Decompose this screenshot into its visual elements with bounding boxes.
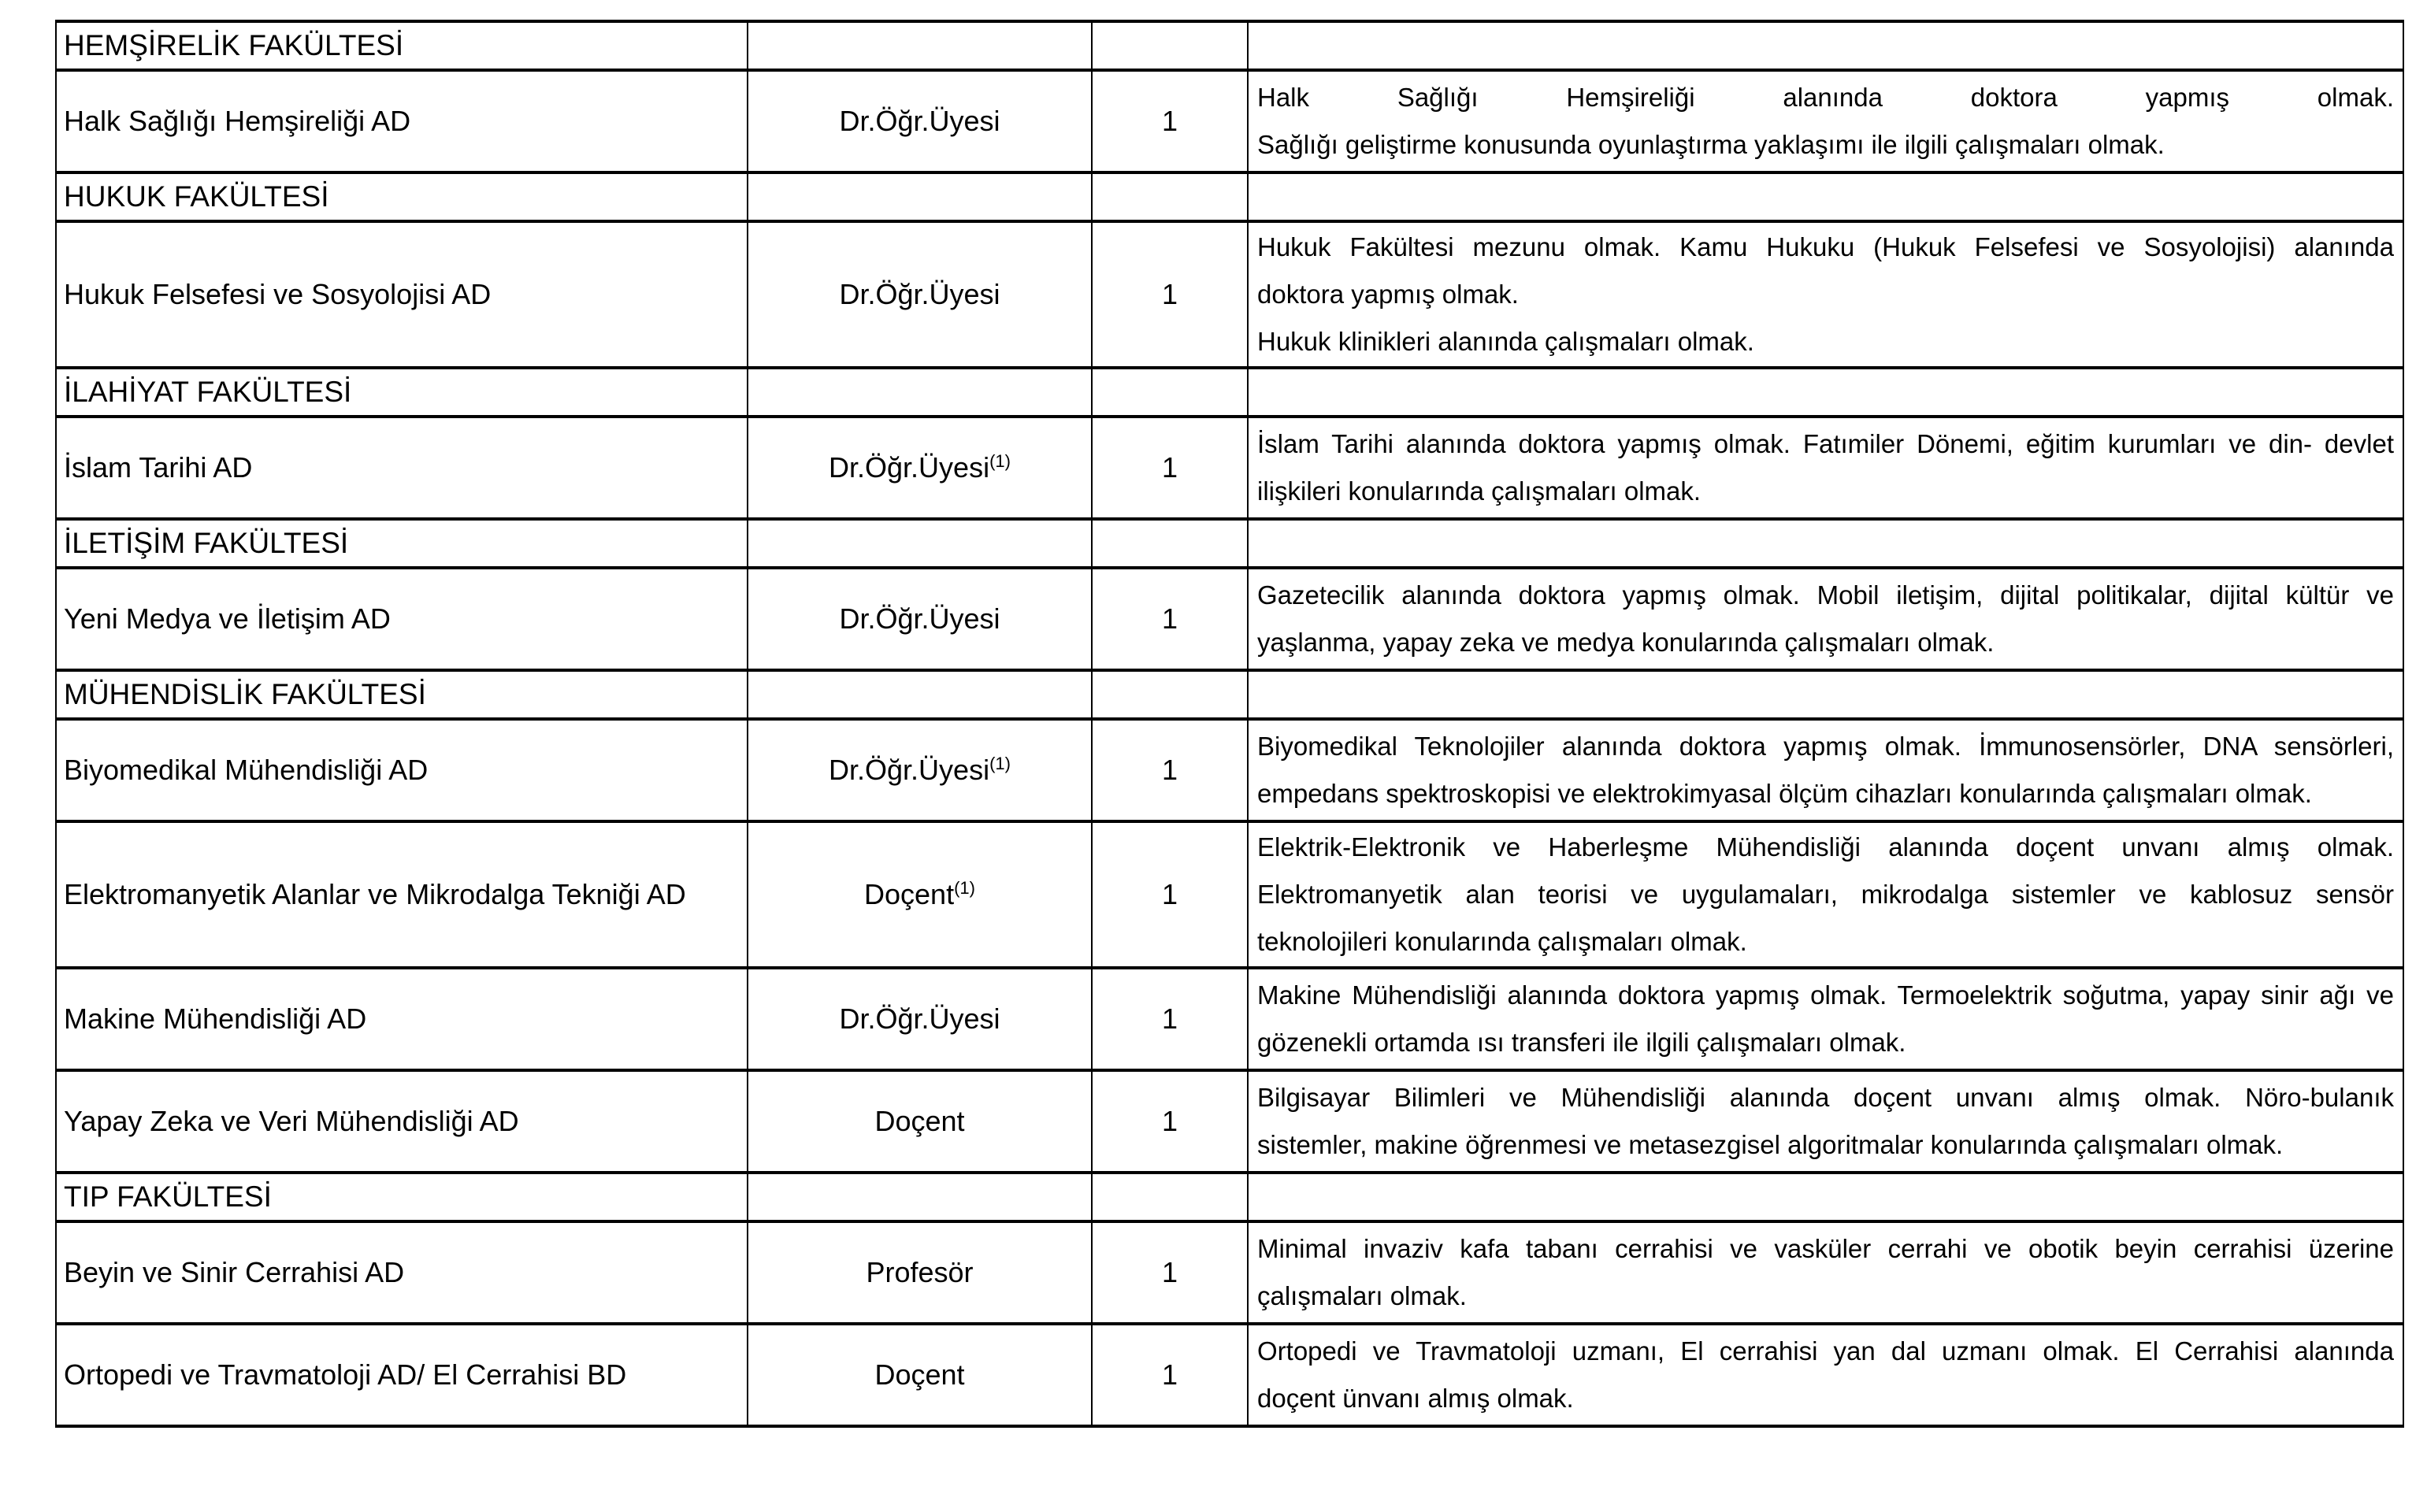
position-row	[56, 221, 2403, 368]
empty-requirements-cell	[1248, 368, 2403, 417]
requirements-cell	[1248, 821, 2403, 968]
position-count: 1	[1092, 968, 1248, 1070]
empty-count-cell	[1092, 368, 1248, 417]
empty-title-cell	[748, 670, 1092, 719]
section-row	[56, 21, 2403, 70]
requirements-cell	[1248, 719, 2403, 821]
title-footnote-marker: (1)	[954, 878, 975, 898]
faculty-section-label: İLETİŞİM FAKÜLTESİ	[56, 519, 748, 568]
empty-count-cell	[1092, 670, 1248, 719]
requirement-line: İslam Tarihi alanında doktora yapmış olmak. Fatımiler Dönemi, eğitim kurumları ve din- devlet	[1257, 429, 2394, 458]
section-row	[56, 368, 2403, 417]
requirement-line: Ortopedi ve Travmatoloji uzmanı, El cerrahisi yan dal uzmanı olmak. El Cerrahisi alanında	[1257, 1336, 2394, 1366]
title-footnote-marker: (1)	[989, 451, 1011, 471]
position-title-text: Dr.Öğr.Üyesi	[839, 602, 1000, 635]
requirement-line: ilişkileri konularında çalışmaları olmak.	[1257, 476, 1701, 506]
requirement-line: Minimal invaziv kafa tabanı cerrahisi ve vasküler cerrahi ve obotik beyin cerrahisi üzerine	[1257, 1234, 2394, 1263]
requirement-line: Gazetecilik alanında doktora yapmış olmak. Mobil iletişim, dijital politikalar, dijital kültür ve	[1257, 580, 2394, 610]
requirement-line: Elektrik-Elektronik ve Haberleşme Mühendisliği alanında doçent unvanı almış olmak.	[1257, 832, 2394, 862]
requirement-line: sistemler, makine öğrenmesi ve metasezgisel algoritmalar konularında çalışmaları olmak.	[1257, 1130, 2284, 1159]
position-count: 1	[1092, 568, 1248, 670]
requirement-line: Hukuk Fakültesi mezunu olmak. Kamu Hukuku (Hukuk Felsefesi ve Sosyolojisi) alanında	[1257, 232, 2394, 261]
position-title	[748, 568, 1092, 670]
position-title-text: Dr.Öğr.Üyesi	[839, 1002, 1000, 1035]
position-title	[748, 1324, 1092, 1426]
position-title	[748, 719, 1092, 821]
requirements-cell	[1248, 1221, 2403, 1324]
empty-title-cell	[748, 172, 1092, 221]
faculty-section-label: MÜHENDİSLİK FAKÜLTESİ	[56, 670, 748, 719]
requirements-cell	[1248, 968, 2403, 1070]
unit-name: Halk Sağlığı Hemşireliği AD	[56, 70, 748, 172]
requirements-cell	[1248, 1070, 2403, 1173]
table-body	[56, 21, 2403, 1426]
section-row	[56, 670, 2403, 719]
position-row	[56, 968, 2403, 1070]
requirement-line: Elektromanyetik alan teorisi ve uygulamaları, mikrodalga sistemler ve kablosuz sensör	[1257, 880, 2394, 909]
requirement-line: Halk Sağlığı Hemşireliği alanında doktora yapmış olmak.	[1257, 83, 2394, 112]
position-title	[748, 968, 1092, 1070]
empty-count-cell	[1092, 519, 1248, 568]
requirement-line: Sağlığı geliştirme konusunda oyunlaştırma yaklaşımı ile ilgili çalışmaları olmak.	[1257, 130, 2165, 159]
empty-title-cell	[748, 1173, 1092, 1221]
position-row	[56, 70, 2403, 172]
unit-name: Yeni Medya ve İletişim AD	[56, 568, 748, 670]
position-count: 1	[1092, 1324, 1248, 1426]
position-title-text: Dr.Öğr.Üyesi	[829, 451, 990, 484]
position-row	[56, 1221, 2403, 1324]
position-title	[748, 221, 1092, 368]
position-row	[56, 1070, 2403, 1173]
empty-requirements-cell	[1248, 670, 2403, 719]
faculty-section-label: HUKUK FAKÜLTESİ	[56, 172, 748, 221]
unit-name: Elektromanyetik Alanlar ve Mikrodalga Tekniği AD	[56, 821, 748, 968]
requirements-cell	[1248, 417, 2403, 519]
empty-requirements-cell	[1248, 21, 2403, 70]
unit-name: Beyin ve Sinir Cerrahisi AD	[56, 1221, 748, 1324]
position-title-text: Dr.Öğr.Üyesi	[839, 105, 1000, 137]
empty-count-cell	[1092, 21, 1248, 70]
position-count: 1	[1092, 70, 1248, 172]
requirement-line: doktora yapmış olmak.	[1257, 280, 1519, 309]
unit-name: İslam Tarihi AD	[56, 417, 748, 519]
position-title-text: Doçent	[864, 878, 955, 910]
position-row	[56, 719, 2403, 821]
requirements-cell	[1248, 1324, 2403, 1426]
empty-title-cell	[748, 21, 1092, 70]
position-count: 1	[1092, 417, 1248, 519]
position-row	[56, 568, 2403, 670]
position-title-text: Doçent	[874, 1358, 965, 1391]
position-row	[56, 1324, 2403, 1426]
unit-name: Ortopedi ve Travmatoloji AD/ El Cerrahisi BD	[56, 1324, 748, 1426]
position-row	[56, 417, 2403, 519]
position-title	[748, 70, 1092, 172]
empty-requirements-cell	[1248, 1173, 2403, 1221]
requirement-line: Biyomedikal Teknolojiler alanında doktora yapmış olmak. İmmunosensörler, DNA sensörleri,	[1257, 732, 2394, 761]
section-row	[56, 172, 2403, 221]
position-title	[748, 1221, 1092, 1324]
requirement-line: Hukuk klinikleri alanında çalışmaları olmak.	[1257, 327, 1754, 356]
faculty-positions-table	[55, 20, 2404, 1428]
position-title	[748, 821, 1092, 968]
unit-name: Hukuk Felsefesi ve Sosyolojisi AD	[56, 221, 748, 368]
position-count: 1	[1092, 221, 1248, 368]
position-count: 1	[1092, 719, 1248, 821]
faculty-section-label: TIP FAKÜLTESİ	[56, 1173, 748, 1221]
position-title-text: Dr.Öğr.Üyesi	[839, 278, 1000, 310]
empty-count-cell	[1092, 172, 1248, 221]
empty-requirements-cell	[1248, 172, 2403, 221]
position-title	[748, 1070, 1092, 1173]
requirements-cell	[1248, 70, 2403, 172]
position-row	[56, 821, 2403, 968]
position-count: 1	[1092, 821, 1248, 968]
requirement-line: doçent ünvanı almış olmak.	[1257, 1384, 1574, 1413]
position-title-text: Doçent	[874, 1105, 965, 1137]
unit-name: Makine Mühendisliği AD	[56, 968, 748, 1070]
position-title-text: Dr.Öğr.Üyesi	[829, 754, 990, 786]
unit-name: Biyomedikal Mühendisliği AD	[56, 719, 748, 821]
position-title	[748, 417, 1092, 519]
empty-title-cell	[748, 519, 1092, 568]
section-row	[56, 519, 2403, 568]
section-row	[56, 1173, 2403, 1221]
position-count: 1	[1092, 1070, 1248, 1173]
requirement-line: Makine Mühendisliği alanında doktora yapmış olmak. Termoelektrik soğutma, yapay sinir ağı ve	[1257, 980, 2394, 1010]
requirements-cell	[1248, 221, 2403, 368]
position-count: 1	[1092, 1221, 1248, 1324]
unit-name: Yapay Zeka ve Veri Mühendisliği AD	[56, 1070, 748, 1173]
requirement-line: teknolojileri konularında çalışmaları olmak.	[1257, 927, 1747, 956]
requirement-line: empedans spektroskopisi ve elektrokimyasal ölçüm cihazları konularında çalışmaları olmak.	[1257, 779, 2312, 808]
requirements-cell	[1248, 568, 2403, 670]
requirement-line: gözenekli ortamda ısı transferi ile ilgili çalışmaları olmak.	[1257, 1028, 1906, 1057]
title-footnote-marker: (1)	[989, 754, 1011, 773]
requirement-line: Bilgisayar Bilimleri ve Mühendisliği alanında doçent unvanı almış olmak. Nöro-bulanık	[1257, 1083, 2394, 1112]
faculty-section-label: HEMŞİRELİK FAKÜLTESİ	[56, 21, 748, 70]
requirement-line: yaşlanma, yapay zeka ve medya konularında çalışmaları olmak.	[1257, 628, 1995, 657]
faculty-section-label: İLAHİYAT FAKÜLTESİ	[56, 368, 748, 417]
requirement-line: çalışmaları olmak.	[1257, 1281, 1467, 1310]
position-title-text: Profesör	[866, 1256, 974, 1288]
empty-requirements-cell	[1248, 519, 2403, 568]
empty-title-cell	[748, 368, 1092, 417]
empty-count-cell	[1092, 1173, 1248, 1221]
